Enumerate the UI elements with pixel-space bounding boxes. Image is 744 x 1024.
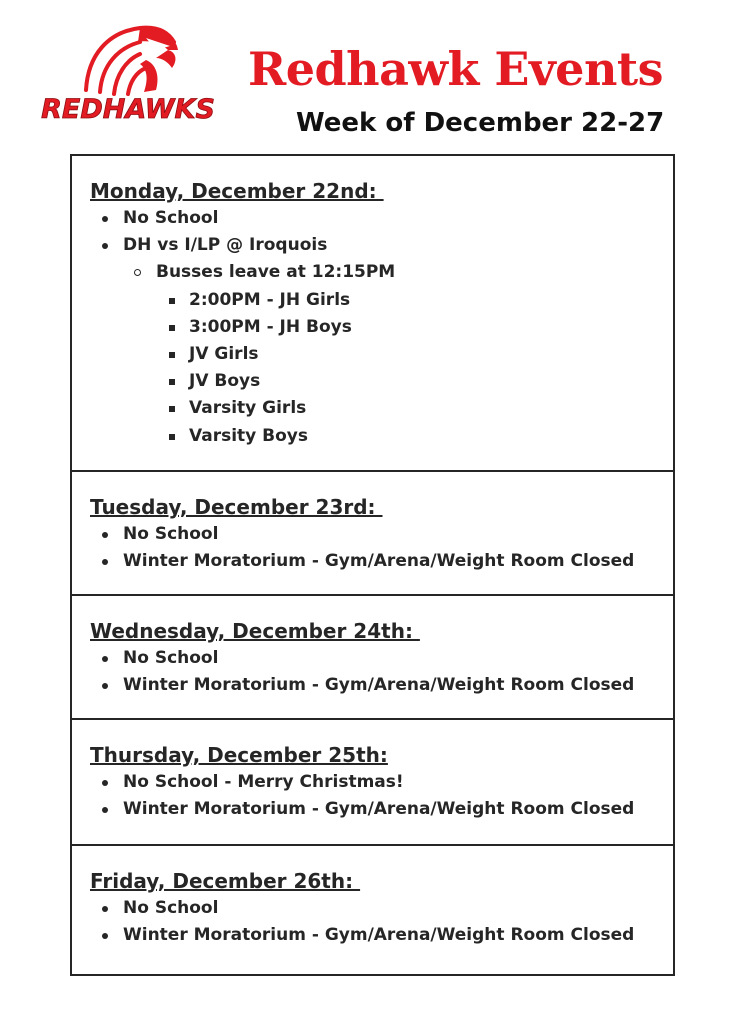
list-item: Winter Moratorium - Gym/Arena/Weight Room Closed [90, 548, 673, 575]
event-list [90, 645, 673, 699]
list-item: No School [90, 645, 673, 672]
day-heading: Tuesday, December 23rd: [90, 495, 383, 519]
list-item: Busses leave at 12:15PM [90, 259, 673, 286]
list-item: No School - Merry Christmas! [90, 769, 673, 796]
event-list [90, 769, 673, 823]
day-friday [72, 846, 673, 974]
list-item: JV Boys [90, 368, 673, 395]
events-table [70, 154, 675, 976]
day-monday [72, 156, 673, 472]
day-heading: Thursday, December 25th: [90, 743, 388, 767]
svg-text:REDHAWKS: REDHAWKS [41, 94, 215, 125]
list-item: No School [90, 521, 673, 548]
list-item: DH vs I/LP @ Iroquois [90, 232, 673, 259]
list-item: Winter Moratorium - Gym/Arena/Weight Room Closed [90, 796, 673, 823]
event-list [90, 205, 673, 450]
list-item: Winter Moratorium - Gym/Arena/Weight Room Closed [90, 672, 673, 699]
day-heading: Friday, December 26th: [90, 869, 361, 893]
list-item: Varsity Girls [90, 395, 673, 422]
list-item: Varsity Boys [90, 423, 673, 450]
list-item: JV Girls [90, 341, 673, 368]
page-title: Redhawk Events [248, 42, 664, 96]
day-tuesday [72, 472, 673, 596]
day-heading: Monday, December 22nd: [90, 179, 384, 203]
page-subtitle: Week of December 22-27 [296, 108, 665, 138]
day-wednesday [72, 596, 673, 720]
hawk-head-icon [28, 20, 228, 130]
list-item: No School [90, 895, 673, 922]
redhawks-logo [28, 20, 228, 130]
list-item: 2:00PM - JH Girls [90, 287, 673, 314]
list-item: Winter Moratorium - Gym/Arena/Weight Room Closed [90, 922, 673, 949]
list-item: 3:00PM - JH Boys [90, 314, 673, 341]
event-list [90, 895, 673, 949]
day-thursday [72, 720, 673, 846]
list-item: No School [90, 205, 673, 232]
event-list [90, 521, 673, 575]
day-heading: Wednesday, December 24th: [90, 619, 420, 643]
